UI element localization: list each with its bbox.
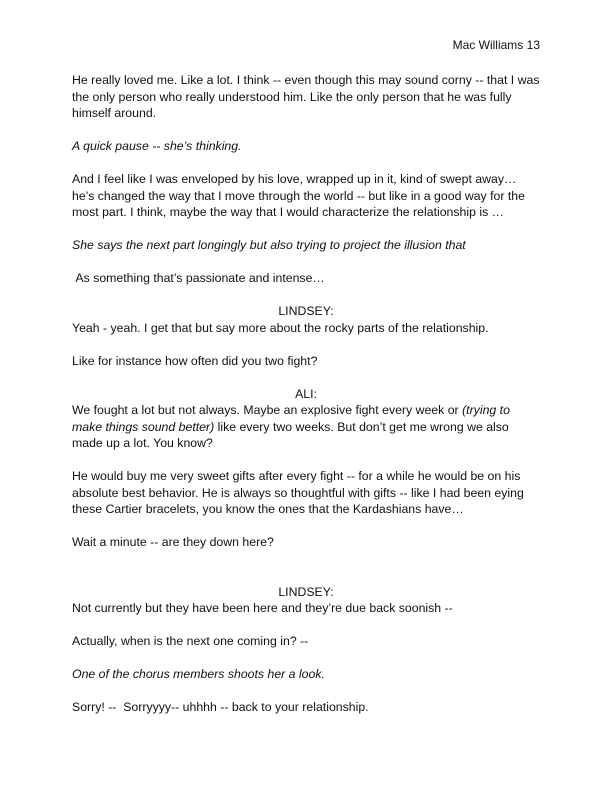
- dialogue-paragraph: Not currently but they have been here and they’re due back soonish --: [72, 601, 453, 615]
- stage-direction: A quick pause -- she’s thinking.: [72, 139, 242, 153]
- script-body: [72, 72, 540, 732]
- dialogue-paragraph: And I feel like I was enveloped by his love, wrapped up in it, kind of swept away… he’s changed the way that I move through the world -- but like in a good way for the most part. I think, maybe the way that I would characterize the relationship is …: [72, 172, 525, 219]
- character-name: LINDSEY:: [278, 584, 334, 599]
- character-name: LINDSEY:: [278, 304, 334, 318]
- parenthetical: (trying to make things sound better): [72, 403, 510, 434]
- dialogue-paragraph: Wait a minute -- are they down here?: [72, 535, 274, 549]
- dialogue-text: like every two weeks. But don’t get me wrong we also made up a lot. You know?: [72, 419, 509, 450]
- dialogue-paragraph: He really loved me. Like a lot. I think -- even though this may sound corny -- that I was the only person who really understood him. Like the only person that he was fully himself around.: [72, 73, 540, 120]
- character-name: ALI:: [295, 386, 317, 401]
- dialogue-paragraph: Actually, when is the next one coming in? --: [72, 634, 309, 648]
- dialogue-text: We fought a lot but not always. Maybe an explosive fight every week or: [72, 403, 463, 417]
- stage-direction: She says the next part longingly but also trying to project the illusion that: [72, 238, 466, 252]
- dialogue-paragraph: He would buy me very sweet gifts after every fight -- for a while he would be on his absolute best behavior. He is always so thoughtful with gifts -- like I had been eying these Cartier bracelets, you know the ones that the Kardashians have…: [72, 469, 524, 516]
- dialogue-paragraph: Like for instance how often did you two fight?: [72, 353, 318, 368]
- stage-direction: One of the chorus members shoots her a look.: [72, 667, 325, 681]
- dialogue-paragraph: Yeah - yeah. I get that but say more about the rocky parts of the relationship.: [72, 320, 489, 335]
- dialogue-paragraph: [72, 402, 540, 452]
- dialogue-paragraph: Sorry! -- Sorryyyy-- uhhhh -- back to your relationship.: [72, 700, 369, 714]
- page-header: Mac Williams 13: [452, 38, 540, 52]
- blank-line: [72, 567, 540, 584]
- dialogue-paragraph: As something that’s passionate and intense…: [72, 271, 325, 285]
